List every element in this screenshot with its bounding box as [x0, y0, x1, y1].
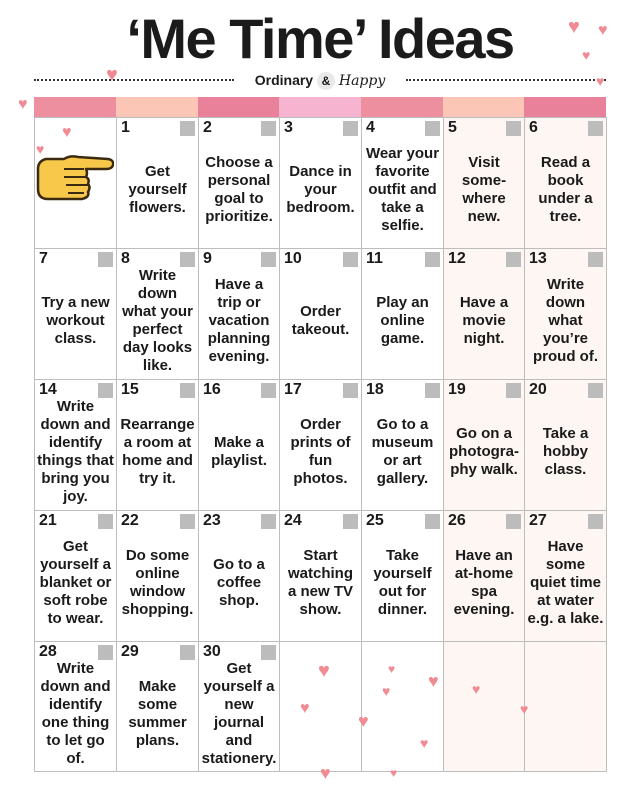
day-number: 7: [39, 250, 48, 267]
idea-text: Make some summer plans.: [128, 677, 187, 749]
subtitle-row: [34, 70, 606, 90]
calendar-day-cell: [198, 510, 280, 642]
idea-text: Order prints of fun photos.: [290, 416, 351, 487]
heart-icon: ♥: [598, 22, 608, 39]
calendar-day-cell: [361, 248, 444, 380]
brand-ampersand: &: [317, 72, 335, 90]
day-number: 5: [448, 119, 457, 136]
calendar-day-cell: [198, 248, 280, 380]
checkbox[interactable]: [180, 645, 195, 660]
calendar-day-cell: [443, 117, 525, 249]
heart-icon: ♥: [106, 64, 118, 86]
checkbox[interactable]: [343, 252, 358, 267]
idea-text: Do some online window shopping.: [121, 547, 194, 618]
heart-icon: ♥: [388, 662, 396, 676]
checkbox[interactable]: [98, 514, 113, 529]
calendar-day-cell: [198, 117, 280, 249]
checkbox[interactable]: [506, 514, 521, 529]
checkbox[interactable]: [343, 121, 358, 136]
idea-text: Write down what you’re proud of.: [533, 276, 598, 365]
checkbox[interactable]: [343, 383, 358, 398]
idea-text: Play an online game.: [376, 294, 429, 347]
checkbox[interactable]: [261, 383, 276, 398]
checkbox[interactable]: [506, 383, 521, 398]
checkbox[interactable]: [425, 514, 440, 529]
idea-text: Take yourself out for dinner.: [373, 547, 432, 618]
checkbox[interactable]: [261, 252, 276, 267]
calendar-empty-cell: [361, 641, 444, 772]
checkbox[interactable]: [588, 252, 603, 267]
day-number: 11: [366, 250, 383, 267]
calendar-day-cell: [116, 117, 199, 249]
day-number: 29: [121, 643, 139, 660]
checkbox[interactable]: [343, 514, 358, 529]
heart-icon: ♥: [382, 683, 391, 699]
heart-icon: ♥: [472, 681, 481, 697]
day-number: 22: [121, 512, 139, 529]
checkbox[interactable]: [588, 514, 603, 529]
checkbox[interactable]: [425, 121, 440, 136]
checkbox[interactable]: [506, 252, 521, 267]
idea-text: Read a book under a tree.: [538, 154, 593, 225]
calendar-day-cell: [524, 510, 607, 642]
calendar-empty-cell: [443, 641, 525, 772]
day-number: 6: [529, 119, 538, 136]
checkbox[interactable]: [588, 121, 603, 136]
heart-icon: ♥: [420, 735, 429, 751]
calendar-day-cell: [34, 510, 117, 642]
day-number: 14: [39, 381, 57, 398]
idea-text: Write down and identify things that bring you joy.: [37, 398, 114, 505]
brand-subtitle: [34, 70, 606, 91]
idea-text: Take a hobby class.: [542, 425, 589, 478]
idea-text: Go to a museum or art gallery.: [371, 416, 434, 487]
calendar-day-cell: [443, 510, 525, 642]
checkbox[interactable]: [261, 514, 276, 529]
day-number: 1: [121, 119, 130, 136]
day-number: 28: [39, 643, 57, 660]
heart-icon: ♥: [520, 701, 529, 717]
calendar-day-cell: [361, 117, 444, 249]
calendar-day-cell: [279, 248, 362, 380]
day-number: 24: [284, 512, 302, 529]
calendar-day-cell: [361, 510, 444, 642]
heart-icon: ♥: [428, 671, 439, 691]
heart-icon: ♥: [582, 47, 591, 63]
day-number: 9: [203, 250, 212, 267]
calendar-day-cell: [34, 379, 117, 511]
heart-icon: ♥: [318, 660, 330, 682]
calendar-day-cell: [524, 248, 607, 380]
heart-icon: ♥: [358, 711, 369, 731]
calendar-day-cell: [279, 510, 362, 642]
header-strip-segment: [34, 97, 116, 117]
header-strip-segment: [524, 97, 606, 117]
checkbox[interactable]: [588, 383, 603, 398]
day-number: 3: [284, 119, 293, 136]
heart-icon: ♥: [36, 141, 45, 157]
checkbox[interactable]: [425, 252, 440, 267]
heart-icon: ♥: [300, 700, 310, 717]
idea-text: Go on a photogra-phy walk.: [449, 425, 519, 478]
day-number: 15: [121, 381, 139, 398]
heart-icon: ♥: [320, 763, 331, 783]
day-number: 18: [366, 381, 384, 398]
day-number: 26: [448, 512, 466, 529]
idea-text: Write down and identify one thing to let go of.: [40, 659, 111, 767]
calendar-day-cell: [524, 379, 607, 511]
calendar-day-cell: [198, 379, 280, 511]
calendar-empty-cell: [524, 641, 607, 772]
idea-text: Have a movie night.: [459, 294, 509, 347]
heart-icon: ♥: [568, 16, 580, 38]
brand-ordinary: Ordinary: [254, 72, 314, 88]
day-number: 2: [203, 119, 212, 136]
page-title: ‘Me Time’ Ideas: [126, 7, 514, 70]
day-number: 30: [203, 643, 221, 660]
heart-icon: ♥: [18, 96, 28, 113]
calendar-day-cell: [279, 379, 362, 511]
calendar-day-cell: [198, 641, 280, 772]
day-number: 16: [203, 381, 221, 398]
checkbox[interactable]: [180, 514, 195, 529]
calendar-day-cell: [116, 248, 199, 380]
calendar-day-cell: [361, 379, 444, 511]
checkbox[interactable]: [506, 121, 521, 136]
header-strip-segment: [361, 97, 443, 117]
checkbox[interactable]: [98, 383, 113, 398]
idea-text: Dance in your bedroom.: [286, 163, 355, 216]
idea-text: Wear your favorite outfit and take a selfie.: [365, 145, 440, 234]
idea-text: Start watching a new TV show.: [287, 547, 354, 618]
calendar-day-cell: [116, 510, 199, 642]
day-number: 10: [284, 250, 302, 267]
checkbox[interactable]: [180, 252, 195, 267]
heart-icon: ♥: [390, 766, 398, 780]
header-strip-segment: [198, 97, 279, 117]
day-number: 17: [284, 381, 302, 398]
day-number: 25: [366, 512, 384, 529]
checkbox[interactable]: [261, 121, 276, 136]
calendar-day-cell: [34, 248, 117, 380]
idea-text: Have some quiet time at water e.g. a lake.: [527, 538, 604, 627]
checkbox[interactable]: [98, 252, 113, 267]
idea-text: Have an at-home spa evening.: [453, 547, 515, 618]
idea-text: Have a trip or vacation planning evening.: [207, 276, 271, 365]
day-number: 27: [529, 512, 547, 529]
heart-icon: ♥: [596, 73, 605, 89]
day-number: 20: [529, 381, 547, 398]
checkbox[interactable]: [425, 383, 440, 398]
day-number: 23: [203, 512, 221, 529]
idea-text: Visit some-where new.: [461, 154, 507, 225]
brand-happy: Happy: [338, 73, 386, 89]
idea-text: Make a playlist.: [211, 434, 267, 469]
checkbox[interactable]: [261, 645, 276, 660]
calendar-day-cell: [34, 641, 117, 772]
heart-icon: ♥: [62, 124, 72, 141]
header-strip-segment: [116, 97, 198, 117]
header-strip-segment: [279, 97, 361, 117]
calendar-day-cell: [116, 379, 199, 511]
checkbox[interactable]: [180, 383, 195, 398]
idea-text: Go to a coffee shop.: [213, 556, 265, 609]
idea-text: Try a new workout class.: [41, 294, 110, 347]
day-number: 21: [39, 512, 57, 529]
day-number: 19: [448, 381, 466, 398]
idea-text: Rearrange a room at home and try it.: [120, 416, 195, 487]
calendar-day-cell: [443, 379, 525, 511]
pointing-hand-icon: [34, 147, 114, 207]
idea-text: Write down what your perfect day looks like.: [122, 267, 193, 374]
idea-text: Order takeout.: [291, 303, 350, 338]
day-number: 4: [366, 119, 375, 136]
checkbox[interactable]: [98, 645, 113, 660]
calendar-day-cell: [279, 117, 362, 249]
idea-text: Get yourself a new journal and stationery.: [201, 659, 277, 767]
checkbox[interactable]: [180, 121, 195, 136]
day-number: 8: [121, 250, 130, 267]
day-number: 12: [448, 250, 466, 267]
calendar-day-cell: [524, 117, 607, 249]
idea-text: Get yourself flowers.: [128, 163, 187, 216]
calendar-day-cell: [116, 641, 199, 772]
calendar-day-cell: [443, 248, 525, 380]
idea-text: Get yourself a blanket or soft robe to wear.: [39, 538, 112, 627]
header-strip-segment: [443, 97, 524, 117]
day-number: 13: [529, 250, 547, 267]
idea-text: Choose a personal goal to prioritize.: [205, 154, 273, 225]
